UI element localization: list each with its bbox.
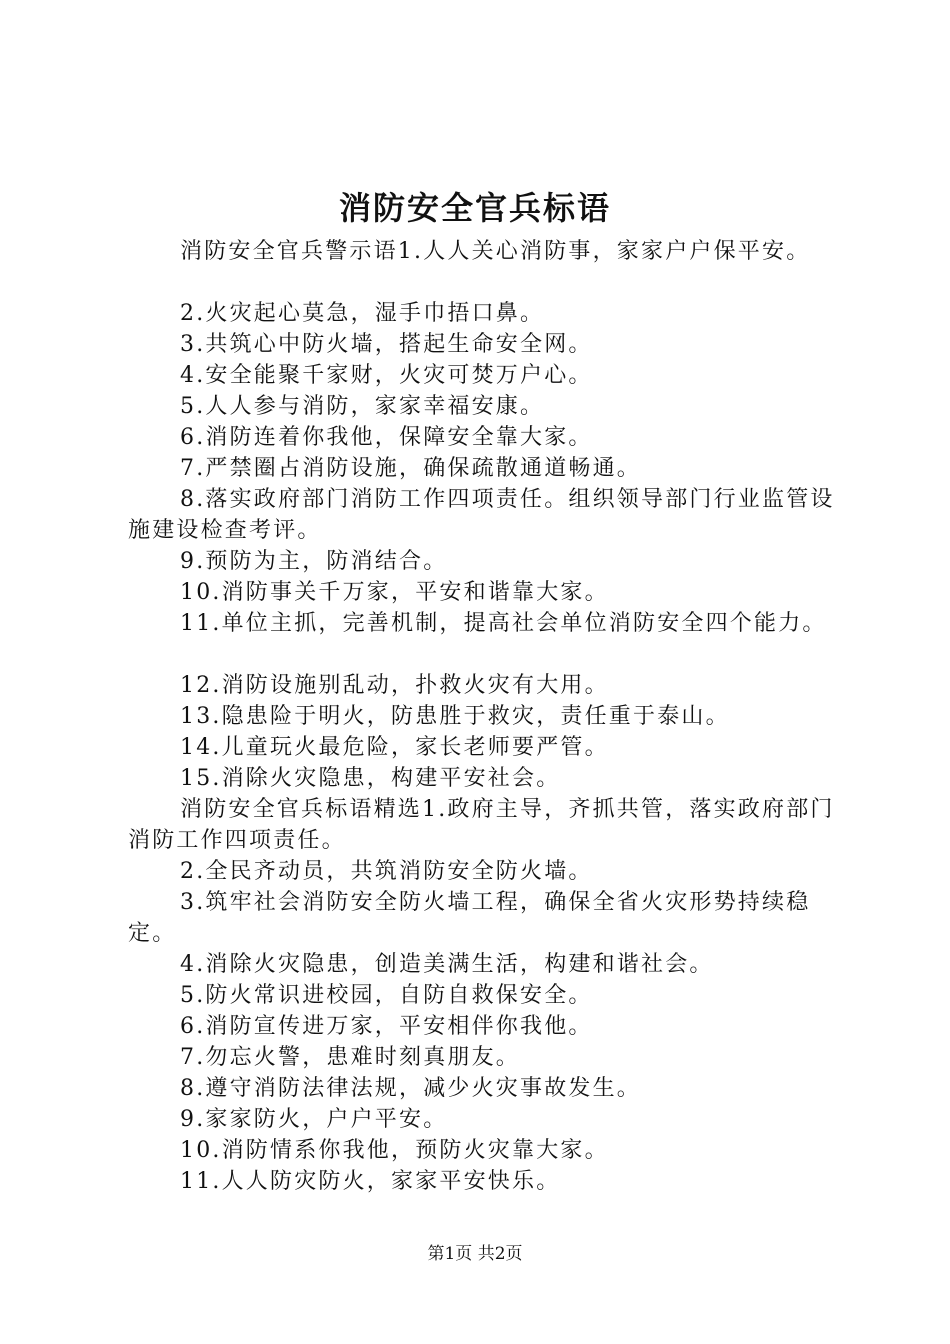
paragraph: 9.家家防火，户户平安。 [180,1107,448,1132]
paragraph: 4.安全能聚千家财，火灾可焚万户心。 [180,363,593,388]
document-body [128,236,850,1197]
paragraph: 8.遵守消防法律法规，减少火灾事故发生。 [180,1076,641,1101]
paragraph: 14.儿童玩火最危险，家长老师要严管。 [180,735,609,760]
paragraph: 2.全民齐动员，共筑消防安全防火墙。 [180,859,593,884]
paragraph: 6.消防宣传进万家，平安相伴你我他。 [180,1014,593,1039]
paragraph: 2.火灾起心莫急，湿手巾捂口鼻。 [180,301,545,326]
paragraph: 5.人人参与消防，家家幸福安康。 [180,394,545,419]
paragraph: 12.消防设施别乱动，扑救火灾有大用。 [180,673,609,698]
paragraph: 7.勿忘火警，患难时刻真朋友。 [180,1045,520,1070]
page-number: 第1页 共2页 [427,1244,523,1264]
paragraph: 8.落实政府部门消防工作四项责任。组织领导部门行业监管设施建设检查考评。 [128,487,835,543]
paragraph: 消防安全官兵警示语1.人人关心消防事，家家户户保平安。 [180,239,811,264]
paragraph: 7.严禁圈占消防设施，确保疏散通道畅通。 [180,456,641,481]
paragraph: 5.防火常识进校园，自防自救保安全。 [180,983,593,1008]
paragraph: 11.单位主抓，完善机制，提高社会单位消防安全四个能力。 [180,611,827,636]
paragraph: 3.筑牢社会消防安全防火墙工程，确保全省火灾形势持续稳定。 [128,890,811,946]
paragraph: 3.共筑心中防火墙，搭起生命安全网。 [180,332,593,357]
paragraph: 15.消除火灾隐患，构建平安社会。 [180,766,561,791]
paragraph: 10.消防事关千万家，平安和谐靠大家。 [180,580,609,605]
paragraph: 消防安全官兵标语精选1.政府主导，齐抓共管，落实政府部门消防工作四项责任。 [128,797,835,853]
paragraph: 13.隐患险于明火，防患胜于救灾，责任重于泰山。 [180,704,730,729]
paragraph: 9.预防为主，防消结合。 [180,549,448,574]
paragraph: 11.人人防灾防火，家家平安快乐。 [180,1169,561,1194]
paragraph: 10.消防情系你我他，预防火灾靠大家。 [180,1138,609,1163]
paragraph: 6.消防连着你我他，保障安全靠大家。 [180,425,593,450]
document-title: 消防安全官兵标语 [338,189,611,227]
paragraph: 4.消除火灾隐患，创造美满生活，构建和谐社会。 [180,952,714,977]
